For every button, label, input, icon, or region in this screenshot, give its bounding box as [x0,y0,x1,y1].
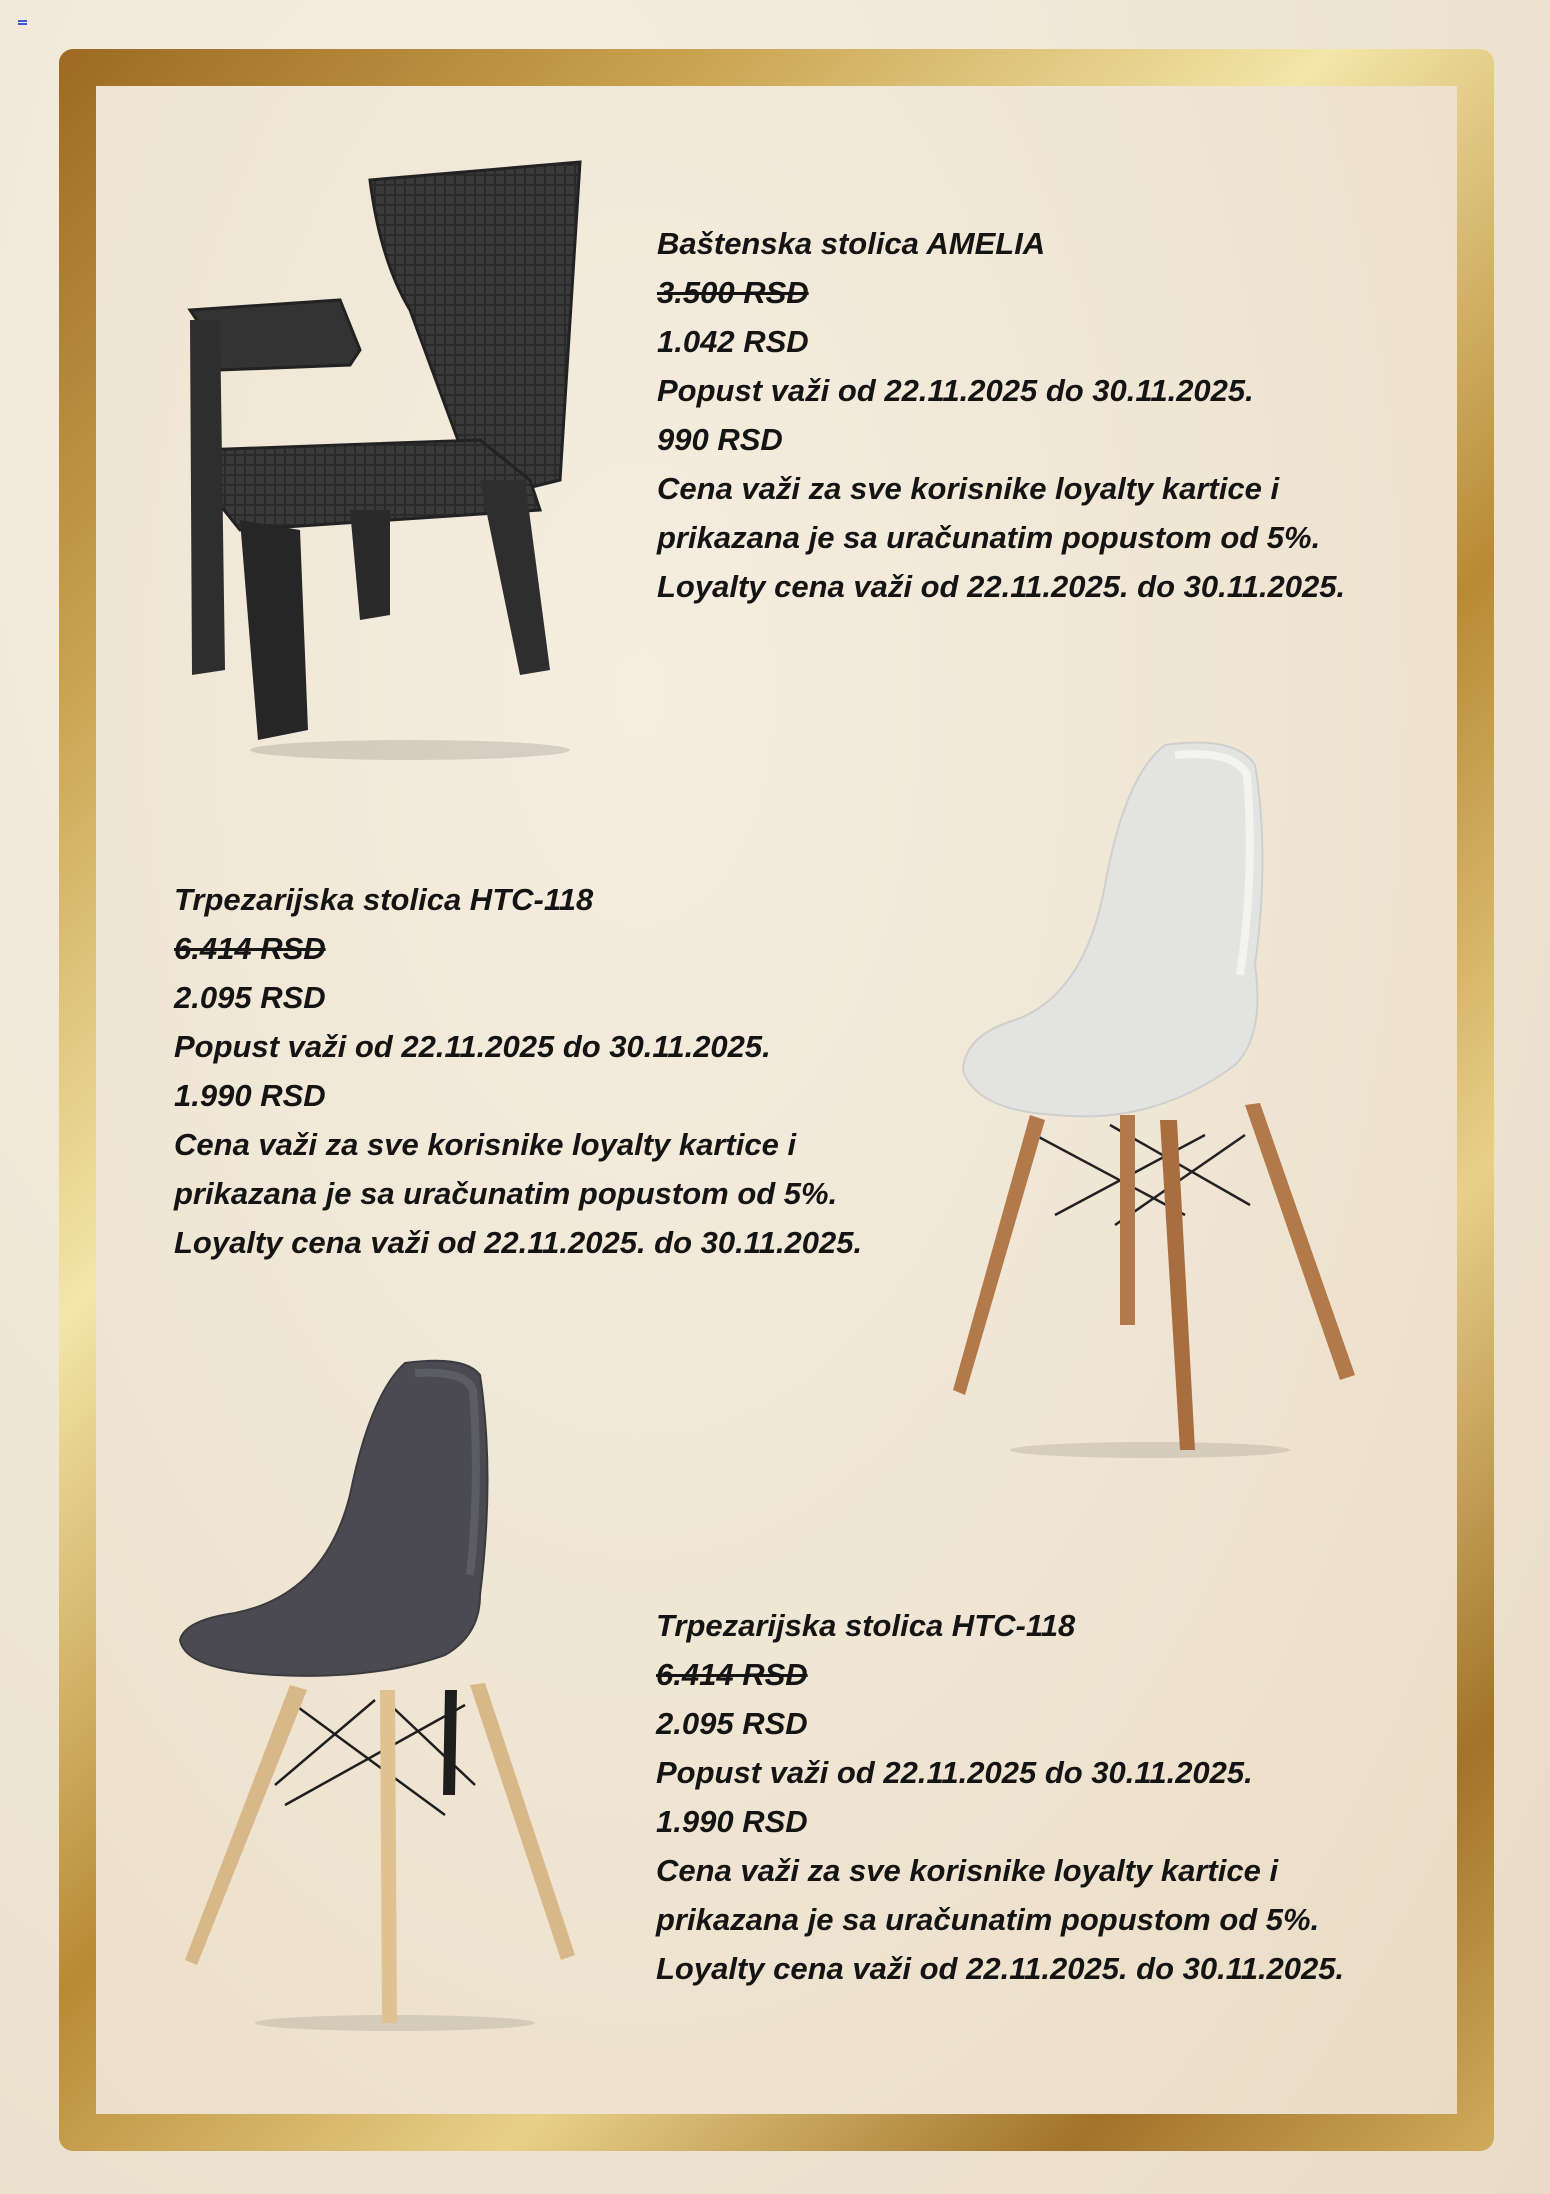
sale-price: 1.042 RSD [657,324,809,359]
product-card-amelia [657,219,1345,611]
product-card-htc118-grey [656,1601,1344,1993]
dark-rattan-garden-chair-icon [180,150,600,770]
product-title: Baštenska stolica AMELIA [657,226,1046,261]
sale-price: 2.095 RSD [174,980,326,1015]
loyalty-note-line-1: Cena važi za sve korisnike loyalty kartice i [656,1853,1279,1888]
loyalty-price: 1.990 RSD [174,1078,326,1113]
product-title: Trpezarijska stolica HTC-118 [656,1608,1076,1643]
loyalty-period: Loyalty cena važi od 22.11.2025. do 30.11.2025. [174,1225,863,1260]
grey-shell-chair-wooden-legs-icon [175,1355,595,2035]
product-card-htc118-white [174,875,862,1267]
product-title: Trpezarijska stolica HTC-118 [174,882,594,917]
old-price: 3.500 RSD [657,275,809,310]
white-shell-chair-wooden-legs-icon [935,735,1355,1465]
discount-period: Popust važi od 22.11.2025 do 30.11.2025. [657,373,1254,408]
loyalty-period: Loyalty cena važi od 22.11.2025. do 30.11.2025. [656,1951,1345,1986]
loyalty-note-line-2: prikazana je sa uračunatim popustom od 5%. [657,520,1321,555]
old-price: 6.414 RSD [174,931,326,966]
loyalty-price: 1.990 RSD [656,1804,808,1839]
loyalty-note-line-2: prikazana je sa uračunatim popustom od 5%. [656,1902,1320,1937]
old-price: 6.414 RSD [656,1657,808,1692]
loyalty-note-line-1: Cena važi za sve korisnike loyalty kartice i [174,1127,797,1162]
sale-price: 2.095 RSD [656,1706,808,1741]
loyalty-price: 990 RSD [657,422,783,457]
loyalty-period: Loyalty cena važi od 22.11.2025. do 30.11.2025. [657,569,1346,604]
menu-icon[interactable] [18,20,27,26]
loyalty-note-line-1: Cena važi za sve korisnike loyalty kartice i [657,471,1280,506]
loyalty-note-line-2: prikazana je sa uračunatim popustom od 5%. [174,1176,838,1211]
discount-period: Popust važi od 22.11.2025 do 30.11.2025. [174,1029,771,1064]
discount-period: Popust važi od 22.11.2025 do 30.11.2025. [656,1755,1253,1790]
